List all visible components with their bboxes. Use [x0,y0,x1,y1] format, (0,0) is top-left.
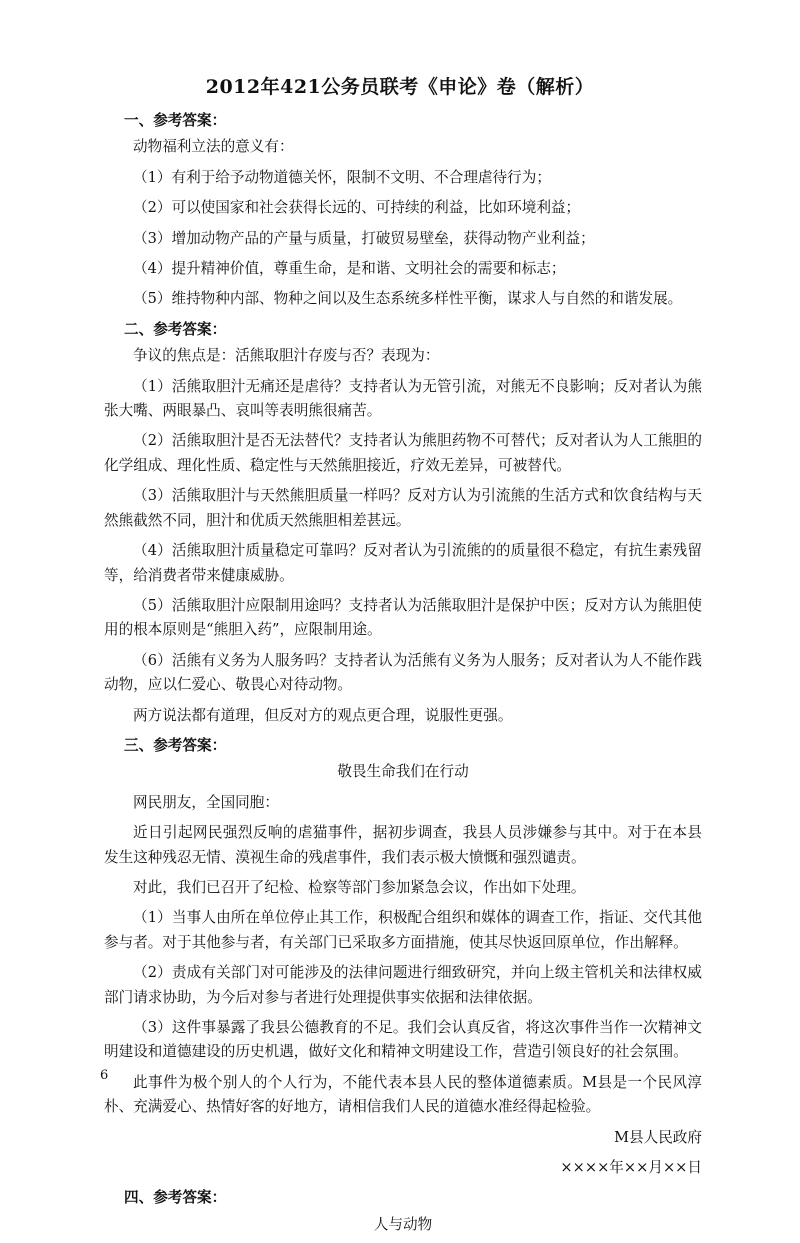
paragraph: 两方说法都有道理，但反对方的观点更合理，说服性更强。 [133,706,513,724]
paragraph: （1）当事人由所在单位停止其工作，积极配合组织和媒体的调查工作，指证、交代其他参与者。对于其他参与者，有关部门已采取多方面措施，使其尽快返回原单位，作出解释。 [104,909,702,951]
paragraph: 此事件为极个别人的个人行为，不能代表本县人民的整体道德素质。M县是一个民风淳朴、充满爱心、热情好客的好地方，请相信我们人民的道德水准经得起检验。 [104,1073,702,1116]
page-title: 2012年421公务员联考《申论》卷（解析） [205,76,595,98]
page-number: 6 [100,1068,109,1083]
paragraph: 近日引起网民强烈反响的虐猫事件，据初步调查，我县人员涉嫌参与其中。对于在本县发生这种残忍无情、漠视生命的残虐事件，我们表示极大愤慨和强烈谴责。 [104,824,702,866]
paragraph: （6）活熊有义务为人服务吗？支持者认为活熊有义务为人服务；反对者认为人不能作践动物，应以仁爱心、敬畏心对待动物。 [104,651,702,694]
section-4-heading: 四、参考答案： [124,1189,227,1207]
document-body [104,108,702,1243]
section-1-heading: 一、参考答案： [124,112,227,129]
paragraph: （3）活熊取胆汁与天然熊胆质量一样吗？反对方认为引流熊的生活方式和饮食结构与天然熊截然不同，胆汁和优质天然熊胆相差甚远。 [104,487,702,529]
essay-title: 人与动物 [373,1215,433,1233]
paragraph: （5）维持物种内部、物种之间以及生态系统多样性平衡，谋求人与自然的和谐发展。 [133,290,683,308]
paragraph: （5）活熊取胆汁应限制用途吗？支持者认为活熊取胆汁是保护中医；反对方认为熊胆使用的根本原则是“熊胆入药”，应限制用途。 [104,596,702,639]
paragraph: 对此，我们已召开了纪检、检察等部门参加紧急会议，作出如下处理。 [133,878,586,896]
paragraph: 网民朋友，全国同胞： [133,793,279,811]
paragraph: （2）活熊取胆汁是否无法替代？支持者认为熊胆药物不可替代；反对者认为人工熊胆的化学组成、理化性质、稳定性与天然熊胆接近，疗效无差异，可被替代。 [104,432,702,474]
letter-title: 敬畏生命我们在行动 [337,763,469,781]
paragraph: （4）提升精神价值，尊重生命，是和谐、文明社会的需要和标志； [133,260,566,278]
paragraph: （2）责成有关部门对可能涉及的法律问题进行细致研究，并向上级主管机关和法律权威部门请求协助，为今后对参与者进行处理提供事实依据和法律依据。 [104,964,702,1006]
paragraph: 争议的焦点是：活熊取胆汁存废与否？表现为： [133,347,440,365]
paragraph: 动物福利立法的意义有： [133,138,294,156]
paragraph: （4）活熊取胆汁质量稳定可靠吗？反对者认为引流熊的的质量很不稳定，有抗生素残留等，给消费者带来健康威胁。 [104,542,702,584]
paragraph: （1）有利于给予动物道德关怀，限制不文明、不合理虐待行为； [133,168,551,186]
paragraph: （3）这件事暴露了我县公德教育的不足。我们会认真反省，将这次事件当作一次精神文明建设和道德建设的历史机遇，做好文化和精神文明建设工作，营造引领良好的社会氛围。 [104,1019,702,1061]
section-2-heading: 二、参考答案： [124,320,227,338]
paragraph: （1）活熊取胆汁无痛还是虐待？支持者认为无管引流，对熊无不良影响；反对者认为熊张大嘴、两眼暴凸、哀叫等表明熊很痛苦。 [104,377,702,420]
paragraph: （2）可以使国家和社会获得长远的、可持续的利益，比如环境利益； [133,199,581,217]
signature: M县人民政府 [614,1128,702,1146]
paragraph: （3）增加动物产品的产量与质量，打破贸易壁垒，获得动物产业利益； [133,229,595,247]
section-3-heading: 三、参考答案： [124,736,227,754]
date: ××××年××月××日 [560,1159,702,1177]
